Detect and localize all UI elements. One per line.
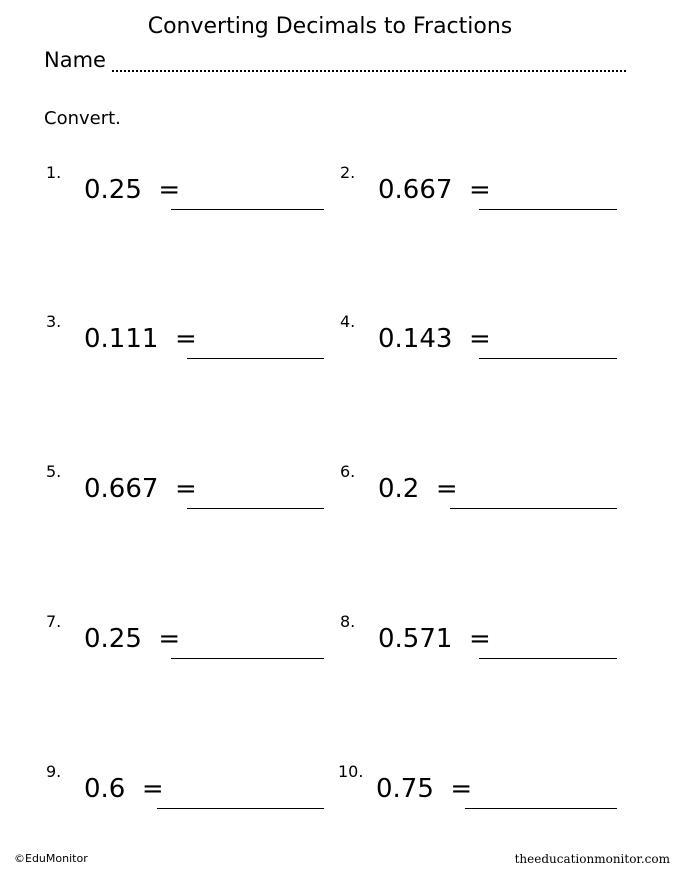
- problem-number: 3.: [46, 312, 62, 331]
- answer-line: [187, 508, 324, 509]
- problem-number: 7.: [46, 612, 62, 631]
- problem-number: 4.: [340, 312, 356, 331]
- answer-line: [450, 508, 617, 509]
- instruction-text: Convert.: [44, 108, 121, 129]
- problem-expression: 0.6 =: [84, 774, 164, 804]
- problem-number: 2.: [340, 163, 356, 182]
- answer-line: [171, 658, 324, 659]
- problem-7: [46, 612, 326, 662]
- problem-1: [46, 163, 326, 213]
- problem-expression: 0.667 =: [378, 175, 491, 205]
- problem-8: [340, 612, 620, 662]
- problem-number: 6.: [340, 462, 356, 481]
- problem-10: [338, 762, 620, 812]
- problem-expression: 0.571 =: [378, 624, 491, 654]
- site-url: theeducationmonitor.com: [514, 852, 670, 866]
- problem-expression: 0.75 =: [376, 774, 473, 804]
- problem-3: [46, 312, 326, 362]
- problem-expression: 0.2 =: [378, 474, 458, 504]
- problem-number: 5.: [46, 462, 62, 481]
- problem-expression: 0.667 =: [84, 474, 197, 504]
- problem-9: [46, 762, 326, 812]
- problem-2: [340, 163, 620, 213]
- worksheet-title: Converting Decimals to Fractions: [147, 14, 513, 39]
- answer-line: [465, 808, 617, 809]
- problem-expression: 0.25 =: [84, 175, 181, 205]
- answer-line: [187, 358, 324, 359]
- problem-4: [340, 312, 620, 362]
- answer-line: [479, 658, 617, 659]
- answer-line: [171, 209, 324, 210]
- answer-line: [479, 209, 617, 210]
- name-field: [44, 48, 626, 78]
- problem-number: 10.: [338, 762, 364, 781]
- problem-expression: 0.25 =: [84, 624, 181, 654]
- problem-number: 1.: [46, 163, 62, 182]
- answer-line: [479, 358, 617, 359]
- problem-5: [46, 462, 326, 512]
- problem-number: 9.: [46, 762, 62, 781]
- name-label: Name: [44, 48, 106, 72]
- problem-expression: 0.143 =: [378, 324, 491, 354]
- answer-line: [157, 808, 324, 809]
- copyright-text: ©EduMonitor: [14, 852, 88, 865]
- name-dotted-line: [112, 70, 626, 72]
- problem-6: [340, 462, 620, 512]
- problem-expression: 0.111 =: [84, 324, 197, 354]
- problem-number: 8.: [340, 612, 356, 631]
